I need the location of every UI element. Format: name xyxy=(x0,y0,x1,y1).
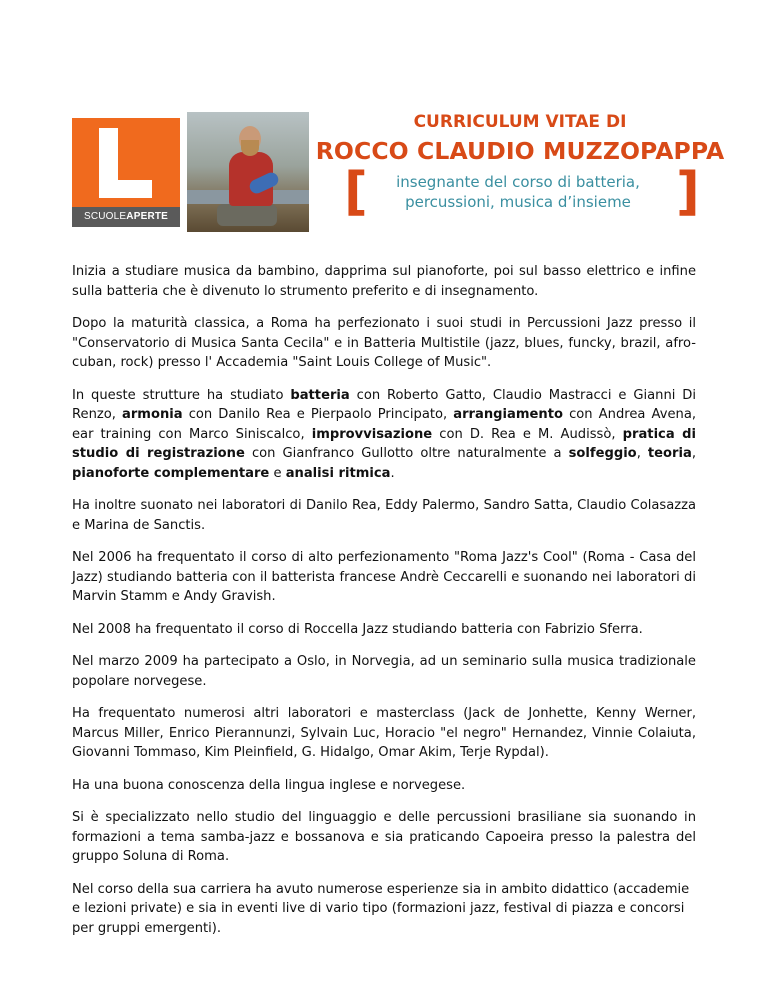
paragraph-4: Ha inoltre suonato nei laboratori di Danilo Rea, Eddy Palermo, Sandro Satta, Claudio Colasazza e Marina de Sanctis. xyxy=(72,498,696,533)
paragraph-9: Ha una buona conoscenza della lingua inglese e norvegese. xyxy=(72,777,466,793)
p3-bold-registrazione: pratica di studio di registrazione xyxy=(72,426,696,461)
p3-text-9: e xyxy=(269,465,286,481)
logo-letter-l-foot xyxy=(99,180,152,198)
p3-bold-arrangiamento: arrangiamento xyxy=(453,407,563,422)
paragraph-5: Nel 2006 ha frequentato il corso di alto perfezionamento "Roma Jazz's Cool" (Roma - Casa del Jazz) studiando batteria con il batterista francese Andrè Ceccarelli e suonando nei laboratori di Marvin Stamm e Andy Gravish. xyxy=(72,550,696,604)
portrait-beard xyxy=(241,140,259,156)
p3-text-5: con D. Rea e M. Audissò, xyxy=(432,426,623,442)
right-bracket: ] xyxy=(676,162,700,222)
paragraph-2: Dopo la maturità classica, a Roma ha perfezionato i suoi studi in Percussioni Jazz presso il "Conservatorio di Musica Santa Cecila" e in Batteria Multistile (jazz, blues, funcky, brazil, afro-cuban, rock) presso l' Accademia "Saint Louis College of Music". xyxy=(72,316,696,370)
p3-text-1: In queste strutture ha studiato xyxy=(72,387,291,403)
role-line-2: percussioni, musica d’insieme xyxy=(405,193,631,211)
p3-text-3: con Danilo Rea e Pierpaolo Principato, xyxy=(182,407,454,422)
p3-bold-teoria: teoria xyxy=(647,446,692,461)
paragraph-3 xyxy=(72,386,696,484)
logo-word-2: APERTE xyxy=(126,211,169,222)
portrait-image xyxy=(187,112,309,232)
p3-text-2: con Roberto Gatto, Claudio Mastracci e Gianni Di Renzo, xyxy=(72,387,696,422)
paragraph-6: Nel 2008 ha frequentato il corso di Roccella Jazz studiando batteria con Fabrizio Sferra. xyxy=(72,621,643,637)
p3-bold-analisi: analisi ritmica xyxy=(285,465,391,481)
p3-bold-solfeggio: solfeggio xyxy=(568,446,637,461)
role-description xyxy=(368,172,668,212)
p3-text-4: con Andrea Avena, ear training con Marco Siniscalco, xyxy=(72,407,697,442)
cv-body xyxy=(72,262,696,951)
cv-heading: CURRICULUM VITAE DI xyxy=(413,112,627,132)
p3-bold-improvvisazione: improvvisazione xyxy=(311,426,433,442)
person-name: ROCCO CLAUDIO MUZZOPAPPA xyxy=(315,137,725,165)
role-line-1: insegnante del corso di batteria, xyxy=(396,173,640,191)
portrait-legs xyxy=(217,204,277,226)
p3-bold-armonia: armonia xyxy=(122,407,183,422)
logo-word-1: SCUOLE xyxy=(83,211,127,222)
p3-text-10: . xyxy=(390,465,395,481)
p3-text-6: con Gianfranco Gullotto oltre naturalmente a xyxy=(244,446,569,461)
paragraph-7: Nel marzo 2009 ha partecipato a Oslo, in Norvegia, ad un seminario sulla musica tradizionale popolare norvegese. xyxy=(72,654,696,689)
paragraph-8: Ha frequentato numerosi altri laboratori e masterclass (Jack de Jonhette, Kenny Werner, Marcus Miller, Enrico Pierannunzi, Sylvain Luc, Horacio "el negro" Hernandez, Vinnie Colaiuta, Giovanni Tommaso, Kim Pleinfield, G. Hidalgo, Omar Akim, Terje Rypdal). xyxy=(72,706,696,760)
logo-wordmark xyxy=(72,207,180,227)
scuole-aperte-logo xyxy=(72,118,180,227)
paragraph-11: Nel corso della sua carriera ha avuto numerose esperienze sia in ambito didattico (accademie e lezioni private) e sia in eventi live di vario tipo (formazioni jazz, festival di piazza e concorsi per gruppi emergenti). xyxy=(72,881,690,936)
left-bracket: [ xyxy=(344,162,368,222)
p3-text-7: , xyxy=(636,446,648,461)
paragraph-10: Si è specializzato nello studio del linguaggio e delle percussioni brasiliane sia suonando in formazioni a tema samba-jazz e bossanova e sia praticando Capoeira presso la palestra del gruppo Soluna di Roma. xyxy=(72,810,696,864)
p3-text-8: , xyxy=(691,446,697,461)
p3-bold-batteria: batteria xyxy=(290,387,350,403)
paragraph-1: Inizia a studiare musica da bambino, dapprima sul pianoforte, poi sul basso elettrico e infine sulla batteria che è divenuto lo strumento preferito e di insegnamento. xyxy=(72,264,696,299)
p3-bold-pianoforte: pianoforte complementare xyxy=(72,465,270,481)
